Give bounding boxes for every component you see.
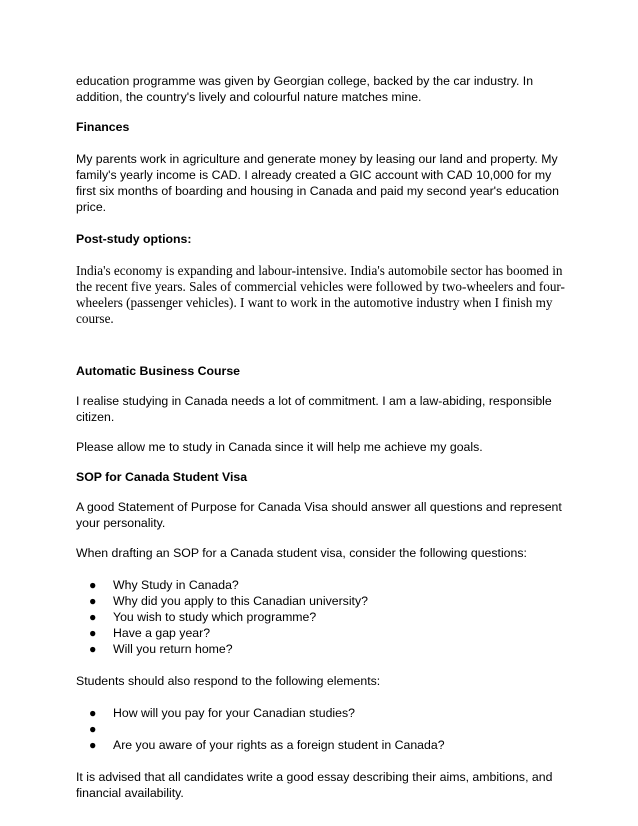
bullet-icon: ● <box>89 738 97 752</box>
list-item-text: Are you aware of your rights as a foreign student in Canada? <box>113 738 445 752</box>
bullet-icon: ● <box>89 722 97 736</box>
list-item <box>76 641 566 657</box>
list-item-text: Will you return home? <box>113 642 233 656</box>
bullet-icon: ● <box>89 610 97 624</box>
list-item <box>76 609 566 625</box>
bullet-icon: ● <box>89 578 97 592</box>
list-item-text: You wish to study which programme? <box>113 610 317 624</box>
commitment-paragraph: I realise studying in Canada needs a lot of commitment. I am a law-abiding, responsible citizen. <box>76 394 552 424</box>
bullet-icon: ● <box>89 642 97 656</box>
bullet-icon: ● <box>89 706 97 720</box>
list-item <box>76 721 566 737</box>
sop-heading: SOP for Canada Student Visa <box>76 470 248 484</box>
finances-heading: Finances <box>76 120 130 134</box>
elements-paragraph: Students should also respond to the following elements: <box>76 674 381 688</box>
post-study-paragraph: India's economy is expanding and labour-intensive. India's automobile sector has boomed in the recent five years. Sales of commercial vehicles were followed by two-wheelers and four-wheelers (passenger vehicles). I want to work in the automotive industry when I finish my course. <box>76 263 565 326</box>
list-item <box>76 593 566 609</box>
list-item <box>76 625 566 641</box>
bullet-icon: ● <box>89 594 97 608</box>
allow-paragraph: Please allow me to study in Canada since it will help me achieve my goals. <box>76 440 483 454</box>
automatic-business-heading: Automatic Business Course <box>76 364 240 378</box>
drafting-paragraph: When drafting an SOP for a Canada student visa, consider the following questions: <box>76 546 527 560</box>
advised-paragraph: It is advised that all candidates write a good essay describing their aims, ambitions, and financial availability. <box>76 770 553 800</box>
list-item <box>76 705 566 721</box>
elements-list <box>76 705 566 753</box>
list-item-text: How will you pay for your Canadian studies? <box>113 706 355 720</box>
list-item-text: Have a gap year? <box>113 626 211 640</box>
list-item-text: Why Study in Canada? <box>113 578 239 592</box>
questions-list <box>76 577 566 657</box>
list-item <box>76 577 566 593</box>
bullet-icon: ● <box>89 626 97 640</box>
list-item-text: Why did you apply to this Canadian university? <box>113 594 368 608</box>
post-study-heading: Post-study options: <box>76 232 192 246</box>
document-body <box>76 73 566 801</box>
list-item <box>76 737 566 753</box>
intro-paragraph: education programme was given by Georgian college, backed by the car industry. In addition, the country's lively and colourful nature matches mine. <box>76 74 534 104</box>
good-sop-paragraph: A good Statement of Purpose for Canada Visa should answer all questions and represent your personality. <box>76 500 562 530</box>
finances-paragraph: My parents work in agriculture and generate money by leasing our land and property. My family's yearly income is CAD. I already created a GIC account with CAD 10,000 for my first six months of boarding and housing in Canada and paid my second year's education price. <box>76 152 559 214</box>
